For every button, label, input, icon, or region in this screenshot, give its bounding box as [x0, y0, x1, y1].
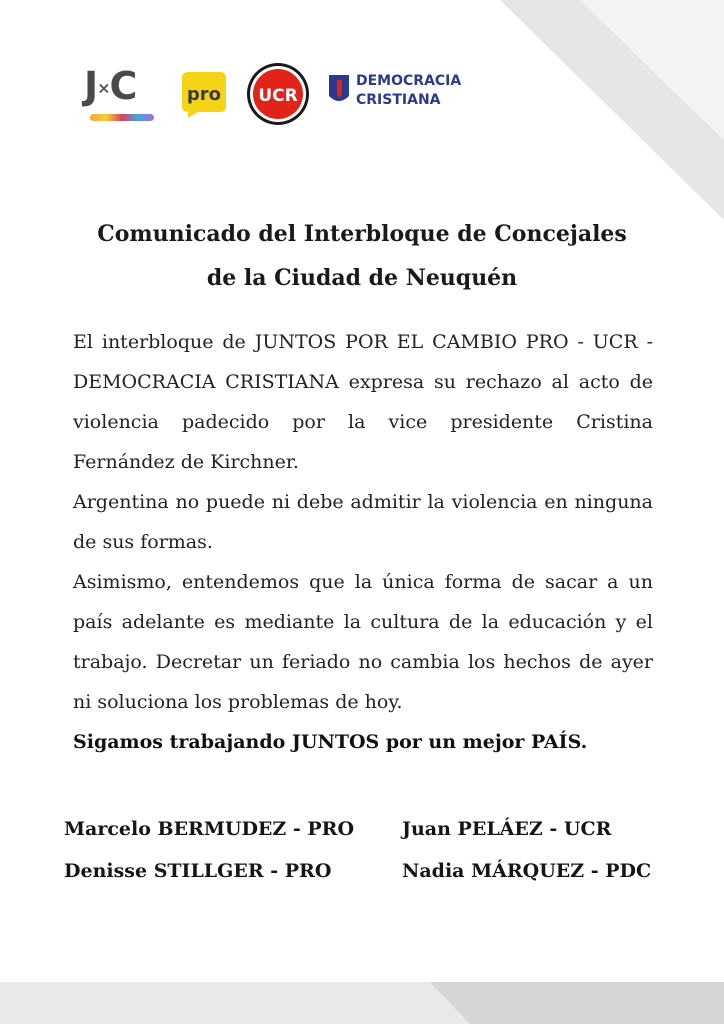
signature-name: Denisse STILLGER - PRO — [64, 860, 332, 882]
signature-name: Nadia MÁRQUEZ - PDC — [402, 860, 652, 882]
paragraph-2: Argentina no puede ni debe admitir la violencia en ninguna de sus formas. — [73, 491, 653, 553]
dc-line1: DEMOCRACIA — [356, 73, 462, 89]
title-line2: de la Ciudad de Neuquén — [206, 265, 518, 291]
ucr-logo — [246, 62, 310, 126]
signatures-left — [64, 808, 354, 892]
title-line1: Comunicado del Interbloque de Concejales — [97, 221, 627, 247]
bottom-decoration — [0, 982, 724, 1024]
dc-line2: CRISTIANA — [356, 92, 441, 108]
paragraph-1: El interbloque de JUNTOS POR EL CAMBIO PRO - UCR - DEMOCRACIA CRISTIANA expresa su rechazo al acto de violencia padecido por la vice presidente Cristina Fernández de Kirchner. — [73, 331, 653, 473]
statement-body — [73, 322, 653, 762]
democracia-cristiana-logo — [328, 70, 478, 118]
closing-line: Sigamos trabajando JUNTOS por un mejor PAÍS. — [73, 731, 588, 753]
party-logos — [84, 60, 484, 130]
signature-name: Juan PELÁEZ - UCR — [402, 818, 612, 840]
pro-logo-text: pro — [186, 84, 222, 105]
paragraph-3: Asimismo, entendemos que la única forma de sacar a un país adelante es mediante la cultura de la educación y el trabajo. Decretar un feriado no cambia los hechos de ayer ni soluciona los problemas de hoy. — [73, 571, 653, 713]
jxc-logo: J×C — [84, 66, 160, 122]
signatures-right — [402, 808, 651, 892]
pro-logo — [178, 68, 230, 120]
jxc-color-bar — [90, 114, 154, 121]
document-title — [40, 212, 684, 300]
ucr-logo-text: UCR — [258, 86, 298, 106]
dc-shield-icon — [328, 74, 350, 106]
signature-name: Marcelo BERMUDEZ - PRO — [64, 818, 355, 840]
